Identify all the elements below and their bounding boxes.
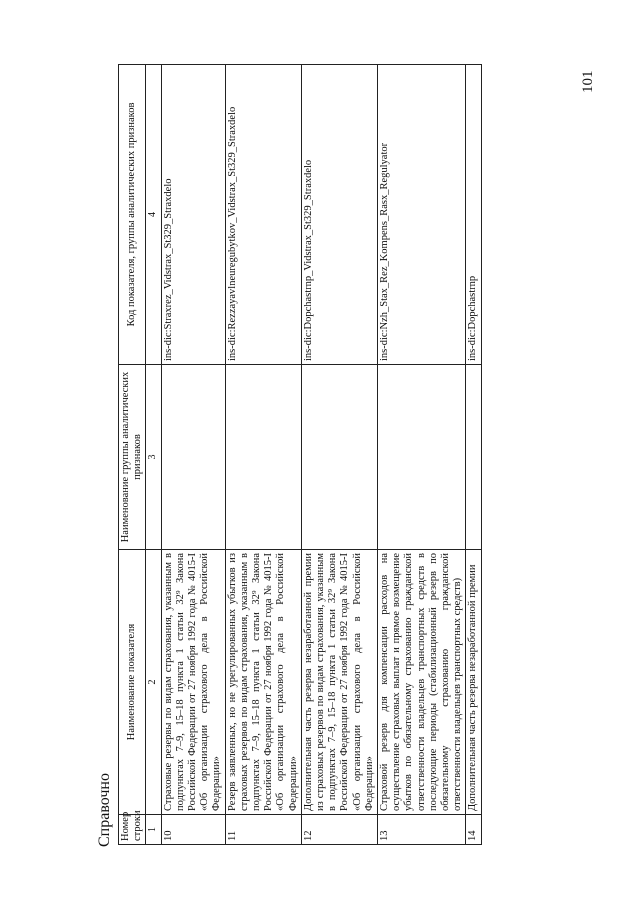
- indicator-code: ins-dic:Rezzayavlneuregubytkov_Vidstrax_St329_Straxdelo: [225, 65, 301, 365]
- table-row: [161, 65, 225, 845]
- table-row: [466, 65, 481, 845]
- indicator-name: Дополнительная часть резерва незаработанной премии из страховых резервов по видам страхования, указанным в подпунктах 7–9, 15–18 пункта 1 статьи 32⁹ Закона Российской Федерации от 27 ноября 1992 года № 4015-I «Об организации страхового дела в Российской Федерации»: [301, 550, 377, 815]
- row-number: 11: [225, 815, 301, 845]
- column-number: 2: [146, 550, 161, 815]
- table-row: [225, 65, 301, 845]
- indicator-code: ins-dic:Nzh_Stax_Rez_Kompens_Rasx_Regulyator: [378, 65, 466, 365]
- column-number: 1: [146, 815, 161, 845]
- indicator-name: Резерв заявленных, но не урегулированных убытков из страховых резервов по видам страхования, указанным в подпунктах 7–9, 15–18 пункта 1 статьи 32⁹ Закона Российской Федерации от 27 ноября 1992 года № 4015-I «Об организации страхового дела в Российской Федерации»: [225, 550, 301, 815]
- indicator-code: ins-dic:Dopchastrnp: [466, 65, 481, 365]
- column-number-row: [146, 65, 161, 845]
- header-row-number: Номер строки: [119, 815, 146, 845]
- indicator-code: ins-dic:Dopchastrnp_Vidstrax_St329_Straxdelo: [301, 65, 377, 365]
- page-number: 101: [580, 70, 596, 93]
- header-group-name: Наименование группы аналитических признаков: [119, 365, 146, 550]
- row-number: 12: [301, 815, 377, 845]
- group-name: [301, 365, 377, 550]
- page-title: Справочно: [96, 773, 113, 847]
- header-row: [119, 65, 146, 845]
- column-number: 3: [146, 365, 161, 550]
- group-name: [161, 365, 225, 550]
- indicator-name: Страховые резервы по видам страхования, указанным в подпунктах 7–9, 15–18 пункта 1 статьи 32⁹ Закона Российской Федерации от 27 ноября 1992 года № 4015-I «Об организации страхового дела в Российской Федерации»: [161, 550, 225, 815]
- group-name: [466, 365, 481, 550]
- indicator-name: Дополнительная часть резерва незаработанной премии: [466, 550, 481, 815]
- row-number: 13: [378, 815, 466, 845]
- row-number: 10: [161, 815, 225, 845]
- indicator-name: Страховой резерв для компенсации расходов на осуществление страховых выплат и прямое возмещение убытков по обязательному страхованию гражданской ответственности владельцев транспортных средств в последующие периоды (стабилизационный резерв по обязательному страхованию гражданской ответственности владельцев транспортных средств): [378, 550, 466, 815]
- header-code: Код показателя, группы аналитических признаков: [119, 65, 146, 365]
- table-row: [301, 65, 377, 845]
- header-indicator-name: Наименование показателя: [119, 550, 146, 815]
- row-number: 14: [466, 815, 481, 845]
- table-row: [378, 65, 466, 845]
- indicator-table: [118, 64, 482, 845]
- column-number: 4: [146, 65, 161, 365]
- group-name: [225, 365, 301, 550]
- group-name: [378, 365, 466, 550]
- indicator-code: ins-dic:Straxrez_Vidstrax_St329_Straxdelo: [161, 65, 225, 365]
